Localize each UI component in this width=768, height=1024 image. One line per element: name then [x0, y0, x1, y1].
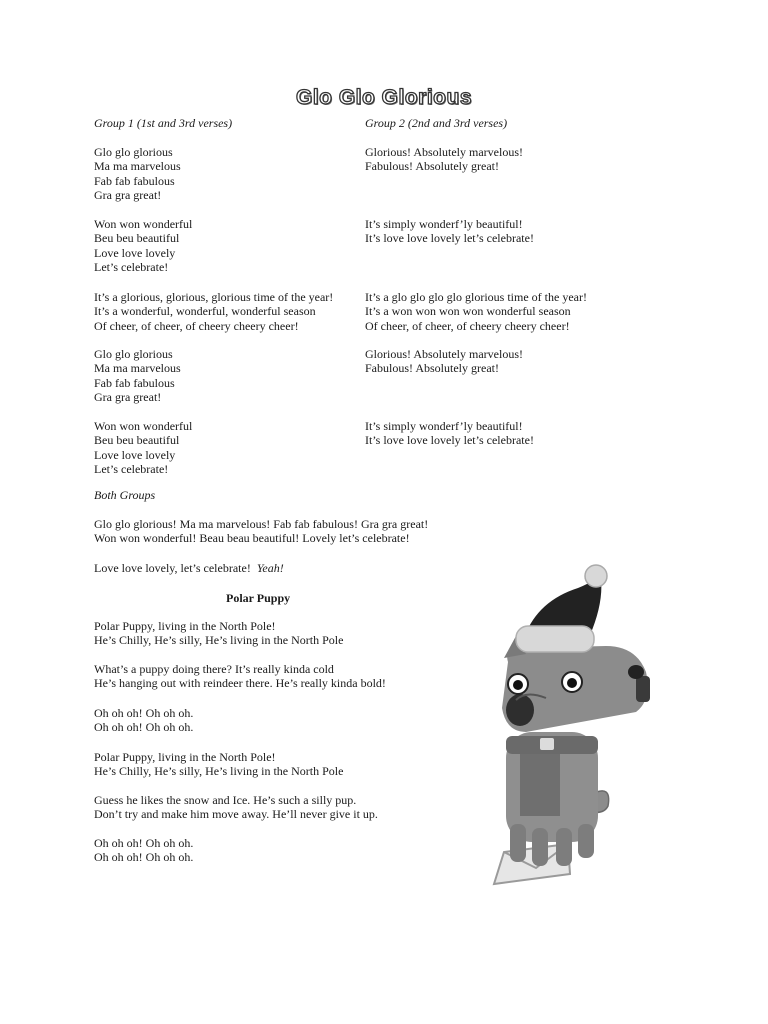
lyric-line: It’s simply wonderf’ly beautiful! [365, 217, 523, 231]
group1-verse-1 [94, 145, 181, 203]
lyric-line: Gra gra great! [94, 390, 162, 405]
lyric-line: Oh oh oh! Oh oh oh. [94, 706, 194, 720]
lyric-line: It’s simply wonderf’ly beautiful! [365, 419, 523, 433]
lyric-line: He’s hanging out with reindeer there. He’s really kinda bold! [94, 676, 386, 691]
group1-verse-3 [94, 290, 333, 333]
group2-verse-5 [365, 419, 534, 448]
group1-verse-5 [94, 419, 192, 477]
lyric-line: Won won wonderful! Beau beau beautiful! Lovely let’s celebrate! [94, 531, 410, 546]
lyric-line: Won won wonderful [94, 217, 193, 231]
lyric-line: Fab fab fabulous [94, 173, 175, 188]
both-groups-verse [94, 517, 428, 546]
group2-verse-4 [365, 347, 523, 376]
lyric-line: Of cheer, of cheer, of cheery cheery cheer! [365, 318, 570, 333]
lyric-line: Love love lovely [94, 447, 176, 462]
group1-verse-4 [94, 347, 181, 405]
lyric-line: It’s a won won won won wonderful season [365, 304, 571, 319]
lyric-line: Guess he likes the snow and Ice. He’s such a silly pup. [94, 793, 357, 807]
lyric-line: It’s a glorious, glorious, glorious time of the year! [94, 290, 334, 304]
lyric-line: Polar Puppy, living in the North Pole! [94, 750, 276, 764]
lyric-line: It’s love love lovely let’s celebrate! [365, 231, 534, 246]
polar-verse-4 [94, 750, 343, 779]
song-title-polar-puppy: Polar Puppy [226, 591, 291, 605]
group2-verse-1 [365, 145, 523, 174]
lyric-line: Fabulous! Absolutely great! [365, 159, 499, 174]
lyric-line: Oh oh oh! Oh oh oh. [94, 850, 194, 865]
lyric-line: Polar Puppy, living in the North Pole! [94, 619, 276, 633]
polar-verse-5 [94, 793, 378, 822]
lyric-line: He’s Chilly, He’s silly, He’s living in the North Pole [94, 633, 344, 648]
polar-verse-2 [94, 662, 386, 691]
group1-heading: Group 1 (1st and 3rd verses) [94, 116, 233, 130]
lyric-line: Won won wonderful [94, 419, 193, 433]
lyric-line: Glo glo glorious [94, 145, 173, 159]
final-line-text: Love love lovely, let’s celebrate! [94, 561, 251, 575]
lyric-line: He’s Chilly, He’s silly, He’s living in the North Pole [94, 764, 344, 779]
lyric-line: Ma ma marvelous [94, 159, 181, 174]
lyric-line: Love love lovely [94, 245, 176, 260]
lyric-line: Of cheer, of cheer, of cheery cheery cheer! [94, 318, 299, 333]
lyric-line: What’s a puppy doing there? It’s really kinda cold [94, 662, 334, 676]
final-line [94, 561, 284, 575]
polar-verse-3 [94, 706, 193, 735]
lyric-line: Don’t try and make him move away. He’ll never give it up. [94, 807, 378, 822]
lyric-line: Fabulous! Absolutely great! [365, 361, 499, 376]
lyric-line: Beu beu beautiful [94, 231, 180, 246]
both-groups-heading: Both Groups [94, 488, 156, 502]
lyric-line: Glorious! Absolutely marvelous! [365, 347, 523, 361]
lyric-line: Beu beu beautiful [94, 433, 180, 448]
lyric-line: It’s love love lovely let’s celebrate! [365, 433, 534, 448]
lyric-line: Glo glo glorious! Ma ma marvelous! Fab fab fabulous! Gra gra great! [94, 517, 429, 531]
lyric-line: Glo glo glorious [94, 347, 173, 361]
lyric-line: Oh oh oh! Oh oh oh. [94, 720, 194, 735]
lyric-line: Ma ma marvelous [94, 361, 181, 376]
lyric-line: It’s a wonderful, wonderful, wonderful season [94, 304, 316, 319]
lyric-line: Let’s celebrate! [94, 462, 169, 477]
polar-verse-1 [94, 619, 343, 648]
lyric-line: Gra gra great! [94, 188, 162, 203]
santa-hat-icon [516, 565, 607, 652]
polar-puppy-illustration [486, 562, 666, 902]
lyric-line: Glorious! Absolutely marvelous! [365, 145, 523, 159]
group2-heading: Group 2 (2nd and 3rd verses) [365, 116, 508, 130]
group2-verse-2 [365, 217, 534, 246]
lyric-line: It’s a glo glo glo glo glorious time of the year! [365, 290, 587, 304]
final-yeah: Yeah! [256, 561, 284, 575]
lyric-line: Let’s celebrate! [94, 260, 169, 275]
lyric-line: Oh oh oh! Oh oh oh. [94, 836, 194, 850]
lyric-line: Fab fab fabulous [94, 375, 175, 390]
group1-verse-2 [94, 217, 192, 275]
polar-verse-6 [94, 836, 193, 865]
group2-verse-3 [365, 290, 587, 333]
song-title-glo-glo-glorious: Glo Glo Glorious [296, 86, 472, 109]
